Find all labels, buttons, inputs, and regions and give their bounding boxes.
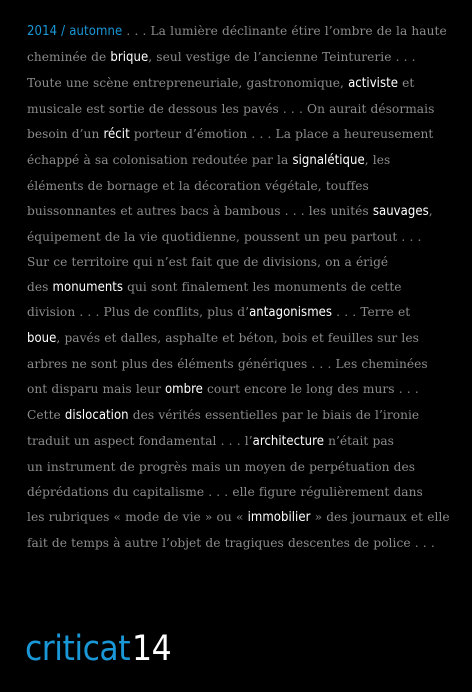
body-text: équipement de la vie quotidienne, poussent un peu partout . . .: [27, 229, 422, 244]
keyword: antagonismes: [249, 305, 333, 321]
text-line: [27, 429, 445, 455]
text-line: [27, 480, 445, 505]
text-line: [27, 377, 445, 403]
text-line: [27, 250, 445, 275]
text-line: [27, 275, 445, 301]
body-text: , les: [364, 152, 391, 167]
text-line: [27, 403, 445, 429]
issue-number: 14: [132, 629, 172, 669]
body-text: . . . Terre et: [332, 305, 411, 320]
body-text: arbres ne sont plus des éléments génériques . . . Les cheminées: [27, 357, 428, 372]
keyword: dislocation: [64, 408, 129, 424]
body-text: des vérités essentielles par le biais de l’ironie: [128, 408, 420, 423]
body-text: traduit un aspect fondamental . . . l’: [27, 434, 253, 449]
text-line: [27, 122, 445, 148]
text-line: [27, 300, 445, 326]
text-line: [27, 352, 445, 377]
body-text: et: [398, 75, 415, 90]
keyword: boue: [27, 331, 57, 347]
body-text: ,: [428, 203, 433, 218]
body-text: musicale est sortie de dessous les pavés . . . On aurait désormais: [27, 101, 435, 116]
body-text: ont disparu mais leur: [27, 382, 165, 397]
body-text: besoin d’un: [27, 126, 104, 141]
body-text: . . . La lumière déclinante étire l’ombre de la haute: [122, 24, 447, 38]
keyword: monuments: [52, 279, 124, 295]
keyword: sauvages: [372, 203, 429, 219]
keyword: brique: [110, 49, 149, 65]
body-text: des: [27, 279, 53, 294]
body-text: échappé à sa colonisation redoutée par la: [27, 152, 293, 167]
issue-date: 2014 / automne: [27, 24, 123, 39]
body-text: , seul vestige de l’ancienne Teinturerie . . .: [148, 49, 416, 64]
body-text: Sur ce territoire qui n’est fait que de divisions, on a érigé: [27, 254, 389, 269]
text-line: [27, 174, 445, 199]
body-text: éléments de bornage et la décoration végétale, touffes: [27, 178, 369, 193]
body-text: porteur d’émotion . . . La place a heureusement: [129, 126, 434, 141]
body-text: qui sont finalement les monuments de cette: [123, 279, 402, 294]
text-line: [27, 531, 445, 556]
text-line: [27, 97, 445, 122]
text-line: [27, 45, 445, 71]
text-line: [27, 326, 445, 352]
text-line: [27, 148, 445, 174]
body-text: Toute une scène entrepreneuriale, gastronomique,: [27, 75, 349, 90]
body-text: un instrument de progrès mais un moyen de perpétuation des: [27, 460, 416, 475]
keyword: ombre: [164, 382, 203, 398]
text-line: [27, 505, 450, 531]
magazine-logo: [25, 627, 171, 671]
keyword: architecture: [252, 434, 324, 450]
keyword: signalétique: [292, 152, 365, 168]
text-line: [27, 19, 445, 45]
body-text: déprédations du capitalisme . . . elle figure régulièrement dans: [27, 485, 423, 500]
body-text: court encore le long des murs . . .: [202, 382, 419, 397]
body-text: » des journaux et elle: [310, 510, 450, 525]
keyword: immobilier: [247, 510, 311, 526]
text-line: [27, 71, 445, 97]
magazine-name: criticat: [25, 629, 131, 669]
body-text: Cette: [27, 408, 65, 423]
cover-text: [27, 19, 450, 556]
body-text: les rubriques « mode de vie » ou «: [27, 510, 248, 525]
body-text: n’était pas: [323, 434, 394, 449]
keyword: récit: [103, 126, 130, 142]
body-text: buissonnantes et autres bacs à bambous . . . les unités: [27, 203, 373, 218]
body-text: division . . . Plus de conflits, plus d’: [27, 305, 250, 320]
keyword: activiste: [348, 75, 398, 91]
body-text: fait de temps à autre l’objet de tragiques descentes de police . . .: [27, 536, 435, 551]
body-text: cheminée de: [27, 49, 111, 64]
text-line: [27, 199, 445, 225]
text-line: [27, 455, 445, 480]
body-text: , pavés et dalles, asphalte et béton, bois et feuilles sur les: [56, 331, 419, 346]
text-line: [27, 225, 445, 250]
